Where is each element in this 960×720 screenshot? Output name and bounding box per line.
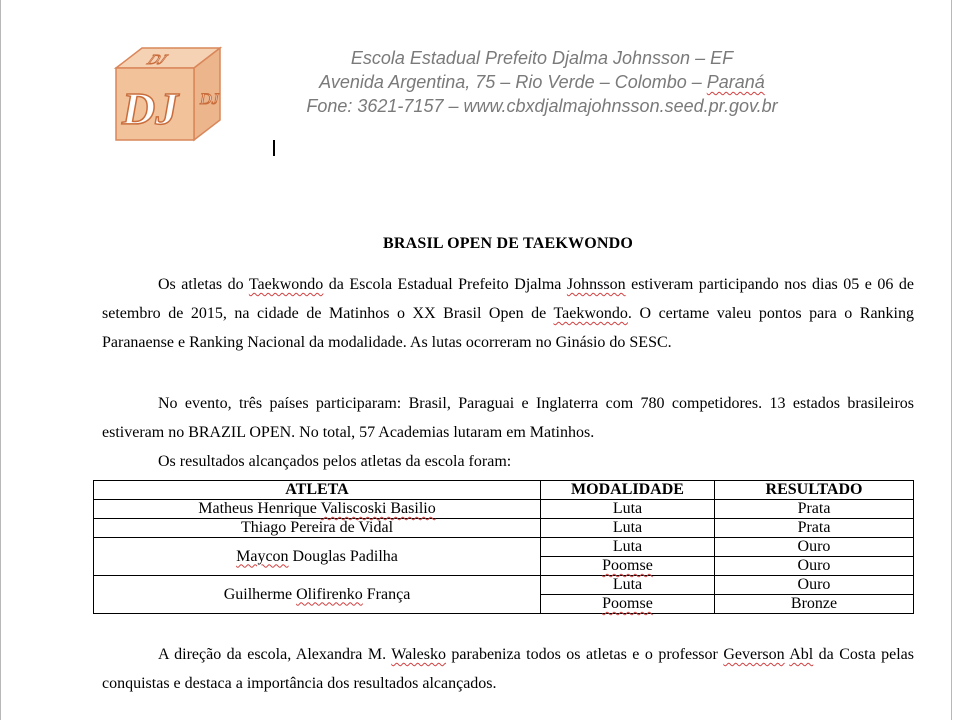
header-address-state: Paraná — [706, 72, 765, 92]
paragraph-intro — [102, 270, 914, 357]
column-header-modality: MODALIDADE — [541, 481, 715, 500]
result-cell: Bronze — [715, 595, 914, 614]
spellcheck-word: Taekwondo — [248, 276, 324, 293]
spellcheck-word: Abl — [789, 646, 814, 663]
paragraph-closing — [102, 640, 914, 698]
athlete-cell: Thiago Pereira de Vidal — [94, 519, 541, 538]
spellcheck-word: Johnsson — [566, 276, 626, 293]
result-cell: Prata — [715, 519, 914, 538]
text-cursor[interactable] — [273, 140, 275, 156]
spellcheck-word: Walesko — [391, 646, 446, 663]
table-row — [94, 519, 914, 538]
paragraph-event: No evento, três países participaram: Brasil, Paraguai e Inglaterra com 780 competidores. 13 estados brasileiros estiveram no BRAZIL OPEN. No total, 57 Academias lutaram em Matinhos. — [102, 395, 914, 441]
column-header-athlete: ATLETA — [94, 481, 541, 500]
result-cell: Prata — [715, 500, 914, 519]
spellcheck-word: Geverson — [723, 646, 785, 663]
text-run: Guilherme — [223, 585, 297, 603]
svg-text:DJ: DJ — [144, 52, 170, 68]
spellcheck-word: Olifirenko — [296, 585, 363, 603]
spellcheck-word: Poomse — [602, 557, 653, 574]
svg-text:DJ: DJ — [200, 91, 219, 108]
text-run: da Costa pelas conquistas e destaca a importância dos resultados alcançados. — [102, 646, 915, 692]
table-row — [94, 500, 914, 519]
text-run: Os atletas do — [158, 276, 249, 293]
spellcheck-word: Taekwondo — [553, 305, 628, 322]
text-run: . O certame valeu pontos para o Ranking Paranaense e Ranking Nacional da modalidade. As lutas ocorreram no Ginásio do SESC. — [102, 305, 914, 351]
text-run: A direção da escola, Alexandra M. — [158, 646, 392, 663]
school-logo — [112, 44, 224, 142]
table-header-row — [94, 481, 914, 500]
text-run: estiveram participando nos dias 05 e 06 de setembro de 2015, na cidade de Matinhos o XX Brasil Open de — [102, 276, 914, 322]
spellcheck-word: Maycon — [236, 547, 289, 565]
header-contact: Fone: 3621-7157 – www.cbxdjalmajohnsson.seed.pr.gov.br — [306, 96, 778, 116]
page-edge-left — [0, 0, 1, 720]
table-row — [94, 538, 914, 557]
header-address — [262, 70, 822, 94]
athlete-cell — [94, 500, 541, 519]
text-run: França — [362, 585, 411, 603]
svg-text:DJ: DJ — [122, 83, 179, 134]
athlete-cell — [94, 538, 541, 576]
result-cell: Ouro — [715, 576, 914, 595]
results-table — [93, 480, 914, 614]
header-school-name: Escola Estadual Prefeito Djalma Johnsson – EF — [350, 48, 734, 68]
table-row — [94, 576, 914, 595]
modality-cell: Luta — [541, 538, 715, 557]
modality-cell — [541, 557, 715, 576]
spellcheck-word: Valiscoski Basilio — [320, 500, 436, 517]
page-edge-right — [951, 0, 952, 720]
document-title: BRASIL OPEN DE TAEKWONDO — [382, 235, 634, 252]
modality-cell: Luta — [541, 500, 715, 519]
result-cell: Ouro — [715, 538, 914, 557]
text-run: Matheus Henrique — [198, 500, 321, 517]
text-run: da Escola Estadual Prefeito Djalma — [323, 276, 567, 293]
header-address-text: Avenida Argentina, 75 – Rio Verde – Colombo – — [319, 72, 707, 92]
athlete-cell — [94, 576, 541, 614]
text-run: Douglas Padilha — [288, 547, 398, 565]
column-header-result: RESULTADO — [715, 481, 914, 500]
modality-cell: Luta — [541, 576, 715, 595]
spellcheck-word: Poomse — [602, 595, 653, 612]
school-header — [262, 46, 822, 118]
text-run: parabeniza todos os atletas e o professor — [445, 646, 724, 663]
modality-cell — [541, 595, 715, 614]
paragraph-results-intro: Os resultados alcançados pelos atletas da escola foram: — [158, 453, 512, 470]
modality-cell: Luta — [541, 519, 715, 538]
result-cell: Ouro — [715, 557, 914, 576]
